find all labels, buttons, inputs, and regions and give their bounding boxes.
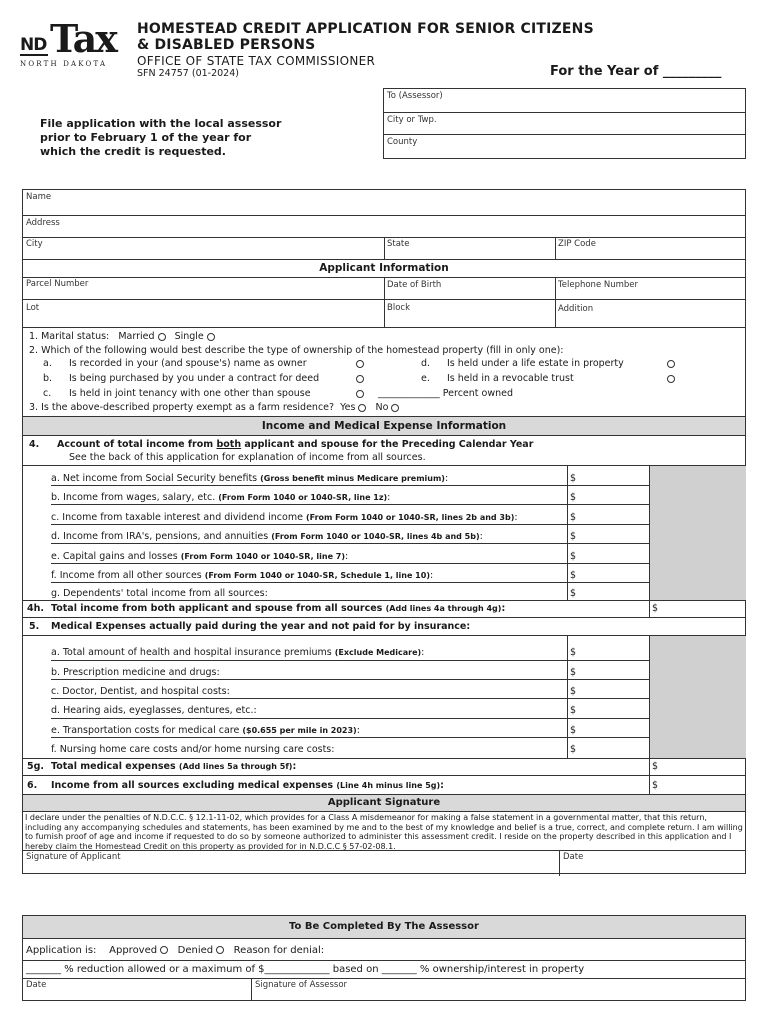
line-5d: d. Hearing aids, eyeglasses, dentures, etc.: <box>51 705 257 716</box>
form-number: SFN 24757 (01-2024) <box>137 68 239 79</box>
signature-row <box>23 850 745 875</box>
address-field[interactable] <box>23 216 745 238</box>
assessor-signature-label: Signature of Assessor <box>255 980 348 990</box>
city-state-zip-row <box>23 238 745 260</box>
q4-title-post: applicant and spouse for the Preceding Calendar Year <box>241 439 534 450</box>
line-4b-amount[interactable]: $ <box>570 492 577 503</box>
q2a-radio[interactable] <box>356 360 364 368</box>
line-5b-amount[interactable]: $ <box>570 667 577 678</box>
line-4b-text: b. Income from wages, salary, etc. <box>51 492 219 503</box>
logo-tax: Tax <box>50 16 116 61</box>
line-4b-colon: : <box>387 492 391 503</box>
file-instruction <box>40 117 281 159</box>
line-5g-note: (Add lines 5a through 5f) <box>178 762 293 771</box>
single-radio[interactable] <box>207 333 215 341</box>
q4-subtitle: See the back of this application for explanation of income from all sources. <box>69 452 426 463</box>
q2-ownership: 2. Which of the following would best describe the type of ownership of the homestead property (fill in only one): <box>29 345 564 356</box>
grey-column <box>649 466 746 600</box>
parcel-label: Parcel Number <box>26 279 89 289</box>
line-5f: f. Nursing home care costs and/or home nursing care costs: <box>51 744 335 755</box>
divider <box>555 300 556 328</box>
line-4a <box>51 473 448 484</box>
q5-number: 5. <box>29 621 40 632</box>
divider <box>649 636 650 776</box>
divider <box>251 978 252 1001</box>
applicant-date-label: Date <box>563 852 584 862</box>
lot-block-addition-row <box>23 300 745 328</box>
name-field[interactable] <box>23 190 745 216</box>
line-5e-colon: : <box>356 725 360 736</box>
line-4h-note: (Add lines 4a through 4g) <box>385 604 502 613</box>
line-4h-row <box>23 600 745 618</box>
line-4a-note: (Gross benefit minus Medicare premium) <box>260 474 445 483</box>
yes-radio[interactable] <box>358 404 366 412</box>
county-label: County <box>387 137 418 147</box>
line-4f <box>51 570 433 581</box>
line-4c <box>51 512 518 523</box>
line-4c-text: c. Income from taxable interest and dividend income <box>51 512 306 523</box>
q2b-radio[interactable] <box>356 375 364 383</box>
percent-owned-field[interactable]: _____________ Percent owned <box>378 388 514 399</box>
line-4e-note: (From Form 1040 or 1040-SR, line 7) <box>180 552 346 561</box>
line-5b: b. Prescription medicine and drugs: <box>51 667 220 678</box>
line-4g-amount[interactable]: $ <box>570 588 577 599</box>
application-status-row <box>26 945 324 956</box>
line-5c-amount[interactable]: $ <box>570 686 577 697</box>
married-label: Married <box>118 331 155 342</box>
state-label: State <box>387 239 410 249</box>
line-4d-text: d. Income from IRA's, pensions, and annuities <box>51 531 272 542</box>
no-label: No <box>375 402 389 413</box>
line-5e-text: e. Transportation costs for medical care <box>51 725 243 736</box>
assessor-section-title: To Be Completed By The Assessor <box>23 916 745 939</box>
addition-label: Addition <box>558 304 594 314</box>
file-note-line: File application with the local assessor <box>40 117 282 130</box>
line-5g-row <box>23 758 745 776</box>
lot-label: Lot <box>26 303 40 313</box>
no-radio[interactable] <box>391 404 399 412</box>
line-5d-rule <box>51 718 649 719</box>
line-6-text: Income from all sources excluding medical expenses (Line 4h minus line 5g): <box>51 780 444 791</box>
line-5b-rule <box>51 679 649 680</box>
income-section-title: Income and Medical Expense Information <box>23 416 745 436</box>
q1-marital <box>29 331 215 342</box>
line-4h-amount[interactable]: $ <box>652 603 659 614</box>
q3-label: 3. Is the above-described property exempt as a farm residence? <box>29 402 335 413</box>
year-field[interactable]: For the Year of _________ <box>550 64 722 79</box>
form-title <box>137 21 594 53</box>
line-5g-label: Total medical expenses <box>51 761 179 772</box>
office-name: OFFICE OF STATE TAX COMMISSIONER <box>137 54 376 68</box>
block-label: Block <box>387 303 410 313</box>
divider <box>555 278 556 300</box>
q2e-text: Is held in a revocable trust <box>447 373 574 384</box>
divider <box>23 960 745 961</box>
assessor-completion-box <box>22 915 746 1001</box>
line-5f-amount[interactable]: $ <box>570 744 577 755</box>
line-6-row <box>23 776 745 795</box>
file-note-line: prior to February 1 of the year for <box>40 131 252 144</box>
declaration-text: I declare under the penalties of N.D.C.C. § 12.1-11-02, which provides for a Class A misdemeanor for making a false statement in a governmental matter, that this return, including any accompanying schedules and statements, has been examined by me and to the best of my knowledge and belief is a true, correct, and complete return. I am willing to furnish proof of age and income if requested to do so by someone authorized to administer this assessment credit. I reside on the property described in this application and I hereby claim the Homestead Credit on this property as provided for in N.D.C.C § 57-02-08.1. <box>25 813 743 851</box>
divider <box>384 238 385 260</box>
q2c-text: Is held in joint tenancy with one other than spouse <box>69 388 311 399</box>
yes-label: Yes <box>340 402 356 413</box>
line-4g <box>51 588 268 599</box>
reason-label: Reason for denial: <box>233 945 325 956</box>
line-4e-rule <box>51 563 649 564</box>
q2a-key: a. <box>43 358 52 369</box>
line-4a-amount[interactable]: $ <box>570 473 577 484</box>
line-5d-amount[interactable]: $ <box>570 705 577 716</box>
file-note-line: which the credit is requested. <box>40 145 226 158</box>
divider <box>567 466 568 600</box>
divider <box>649 466 650 618</box>
logo-north-dakota: NORTH DAKOTA <box>20 60 108 68</box>
line-5c: c. Doctor, Dentist, and hospital costs: <box>51 686 230 697</box>
line-5a-amount[interactable]: $ <box>570 647 577 658</box>
line-4c-amount[interactable]: $ <box>570 512 577 523</box>
line-4g-text: g. Dependents' total income from all sources: <box>51 588 268 599</box>
line-6-label: Income from all sources excluding medical expenses <box>51 780 337 791</box>
application-form <box>22 189 746 874</box>
line-4d-amount[interactable]: $ <box>570 531 577 542</box>
line-4f-note: (From Form 1040 or 1040-SR, Schedule 1, line 10) <box>204 571 430 580</box>
line-5c-rule <box>51 698 649 699</box>
divider <box>649 776 650 795</box>
line-4e-colon: : <box>345 551 349 562</box>
city-twp-label: City or Twp. <box>387 115 437 125</box>
line-4d-colon: : <box>479 531 483 542</box>
line-4c-rule <box>51 524 649 525</box>
divider <box>384 300 385 328</box>
divider <box>555 238 556 260</box>
line-4d-rule <box>51 543 649 544</box>
nd-tax-logo <box>20 16 116 72</box>
line-6-note: (Line 4h minus line 5g) <box>336 781 441 790</box>
phone-label: Telephone Number <box>558 280 639 290</box>
q2b-key: b. <box>43 373 53 384</box>
line-5g-number: 5g. <box>27 761 45 772</box>
line-5a-text: a. Total amount of health and hospital insurance premiums <box>51 647 335 658</box>
q5-header <box>23 618 745 636</box>
denied-label: Denied <box>177 945 214 956</box>
q2c-key: c. <box>43 388 52 399</box>
line-5a-note: (Exclude Medicare) <box>334 648 422 657</box>
line-4b-rule <box>51 504 649 505</box>
q4-header <box>23 436 745 466</box>
line-5e-rule <box>51 737 649 738</box>
q2d-radio[interactable] <box>667 360 675 368</box>
address-label: Address <box>26 218 60 228</box>
q2d-text: Is held under a life estate in property <box>447 358 624 369</box>
divider <box>384 278 385 300</box>
line-5e <box>51 725 360 736</box>
line-5g-amount[interactable]: $ <box>652 761 659 772</box>
line-4c-colon: : <box>514 512 518 523</box>
application-is-label: Application is: <box>26 945 97 956</box>
divider <box>559 851 560 876</box>
dob-label: Date of Birth <box>387 280 442 290</box>
line-5g-text: Total medical expenses (Add lines 5a through 5f): <box>51 761 297 772</box>
reduction-line[interactable]: _______ % reduction allowed or a maximum of $_____________ based on _______ % ownership/interest in property <box>26 964 585 975</box>
form-title-line2: & DISABLED PERSONS <box>137 37 316 53</box>
line-5a <box>51 647 424 658</box>
divider <box>567 636 568 758</box>
signature-title: Applicant Signature <box>23 795 745 812</box>
line-4b-note: (From Form 1040 or 1040-SR, line 1z) <box>218 493 388 502</box>
approved-radio[interactable] <box>160 946 168 954</box>
line-4b <box>51 492 390 503</box>
line-4d <box>51 531 483 542</box>
line-4e <box>51 551 348 562</box>
line-5a-colon: : <box>421 647 425 658</box>
line-6-number: 6. <box>27 780 38 791</box>
q2e-key: e. <box>421 373 430 384</box>
applicant-signature-label: Signature of Applicant <box>26 852 121 862</box>
line-4f-rule <box>51 582 649 583</box>
q2a-text: Is recorded in your (and spouse's) name as owner <box>69 358 307 369</box>
q4-title-pre: Account of total income from <box>57 439 217 450</box>
line-4a-rule <box>51 485 649 486</box>
assessor-date-label: Date <box>26 980 47 990</box>
single-label: Single <box>174 331 204 342</box>
grey-column <box>649 636 746 758</box>
to-assessor-label: To (Assessor) <box>387 91 443 101</box>
q5-title: Medical Expenses actually paid during the year and not paid for by insurance: <box>51 621 471 632</box>
line-4h-number: 4h. <box>27 603 44 614</box>
parcel-dob-phone-row <box>23 278 745 300</box>
line-5e-amount[interactable]: $ <box>570 725 577 736</box>
q1-label: 1. Marital status: <box>29 331 110 342</box>
assessor-address-box <box>383 88 746 159</box>
denied-radio[interactable] <box>216 946 224 954</box>
city-twp-field[interactable] <box>384 113 745 135</box>
applicant-info-title: Applicant Information <box>23 260 745 278</box>
line-4c-note: (From Form 1040 or 1040-SR, lines 2b and 3b) <box>305 513 515 522</box>
city-label: City <box>26 239 43 249</box>
line-4f-colon: : <box>429 570 434 581</box>
q2b-text: Is being purchased by you under a contract for deed <box>69 373 320 384</box>
line-4a-colon: : <box>444 473 449 484</box>
q3-farm-residence <box>29 402 399 413</box>
form-title-line1: HOMESTEAD CREDIT APPLICATION FOR SENIOR CITIZENS <box>137 21 594 37</box>
logo-nd: ND <box>20 35 47 55</box>
q2d-key: d. <box>421 358 431 369</box>
line-6-amount[interactable]: $ <box>652 780 659 791</box>
q2c-radio[interactable] <box>356 390 364 398</box>
line-4e-amount[interactable]: $ <box>570 551 577 562</box>
line-4f-text: f. Income from all other sources <box>51 570 205 581</box>
married-radio[interactable] <box>158 333 166 341</box>
line-4e-text: e. Capital gains and losses <box>51 551 181 562</box>
to-assessor-field[interactable] <box>384 89 745 113</box>
county-field[interactable] <box>384 135 745 160</box>
line-4a-text: a. Net income from Social Security benefits <box>51 473 261 484</box>
line-4d-note: (From Form 1040 or 1040-SR, lines 4b and 5b) <box>271 532 480 541</box>
q2e-radio[interactable] <box>667 375 675 383</box>
line-4f-amount[interactable]: $ <box>570 570 577 581</box>
divider <box>23 978 745 979</box>
approved-label: Approved <box>109 945 158 956</box>
q4-title <box>57 439 533 450</box>
line-4h-text: Total income from both applicant and spouse from all sources (Add lines 4a through 4g): <box>51 603 506 614</box>
name-label: Name <box>26 192 52 202</box>
q4-title-both: both <box>216 439 242 450</box>
q4-number: 4. <box>29 439 40 450</box>
zip-label: ZIP Code <box>558 239 596 249</box>
line-4h-label: Total income from both applicant and spouse from all sources <box>51 603 386 614</box>
line-5e-note: ($0.655 per mile in 2023) <box>242 726 357 735</box>
line-5a-rule <box>51 660 649 661</box>
